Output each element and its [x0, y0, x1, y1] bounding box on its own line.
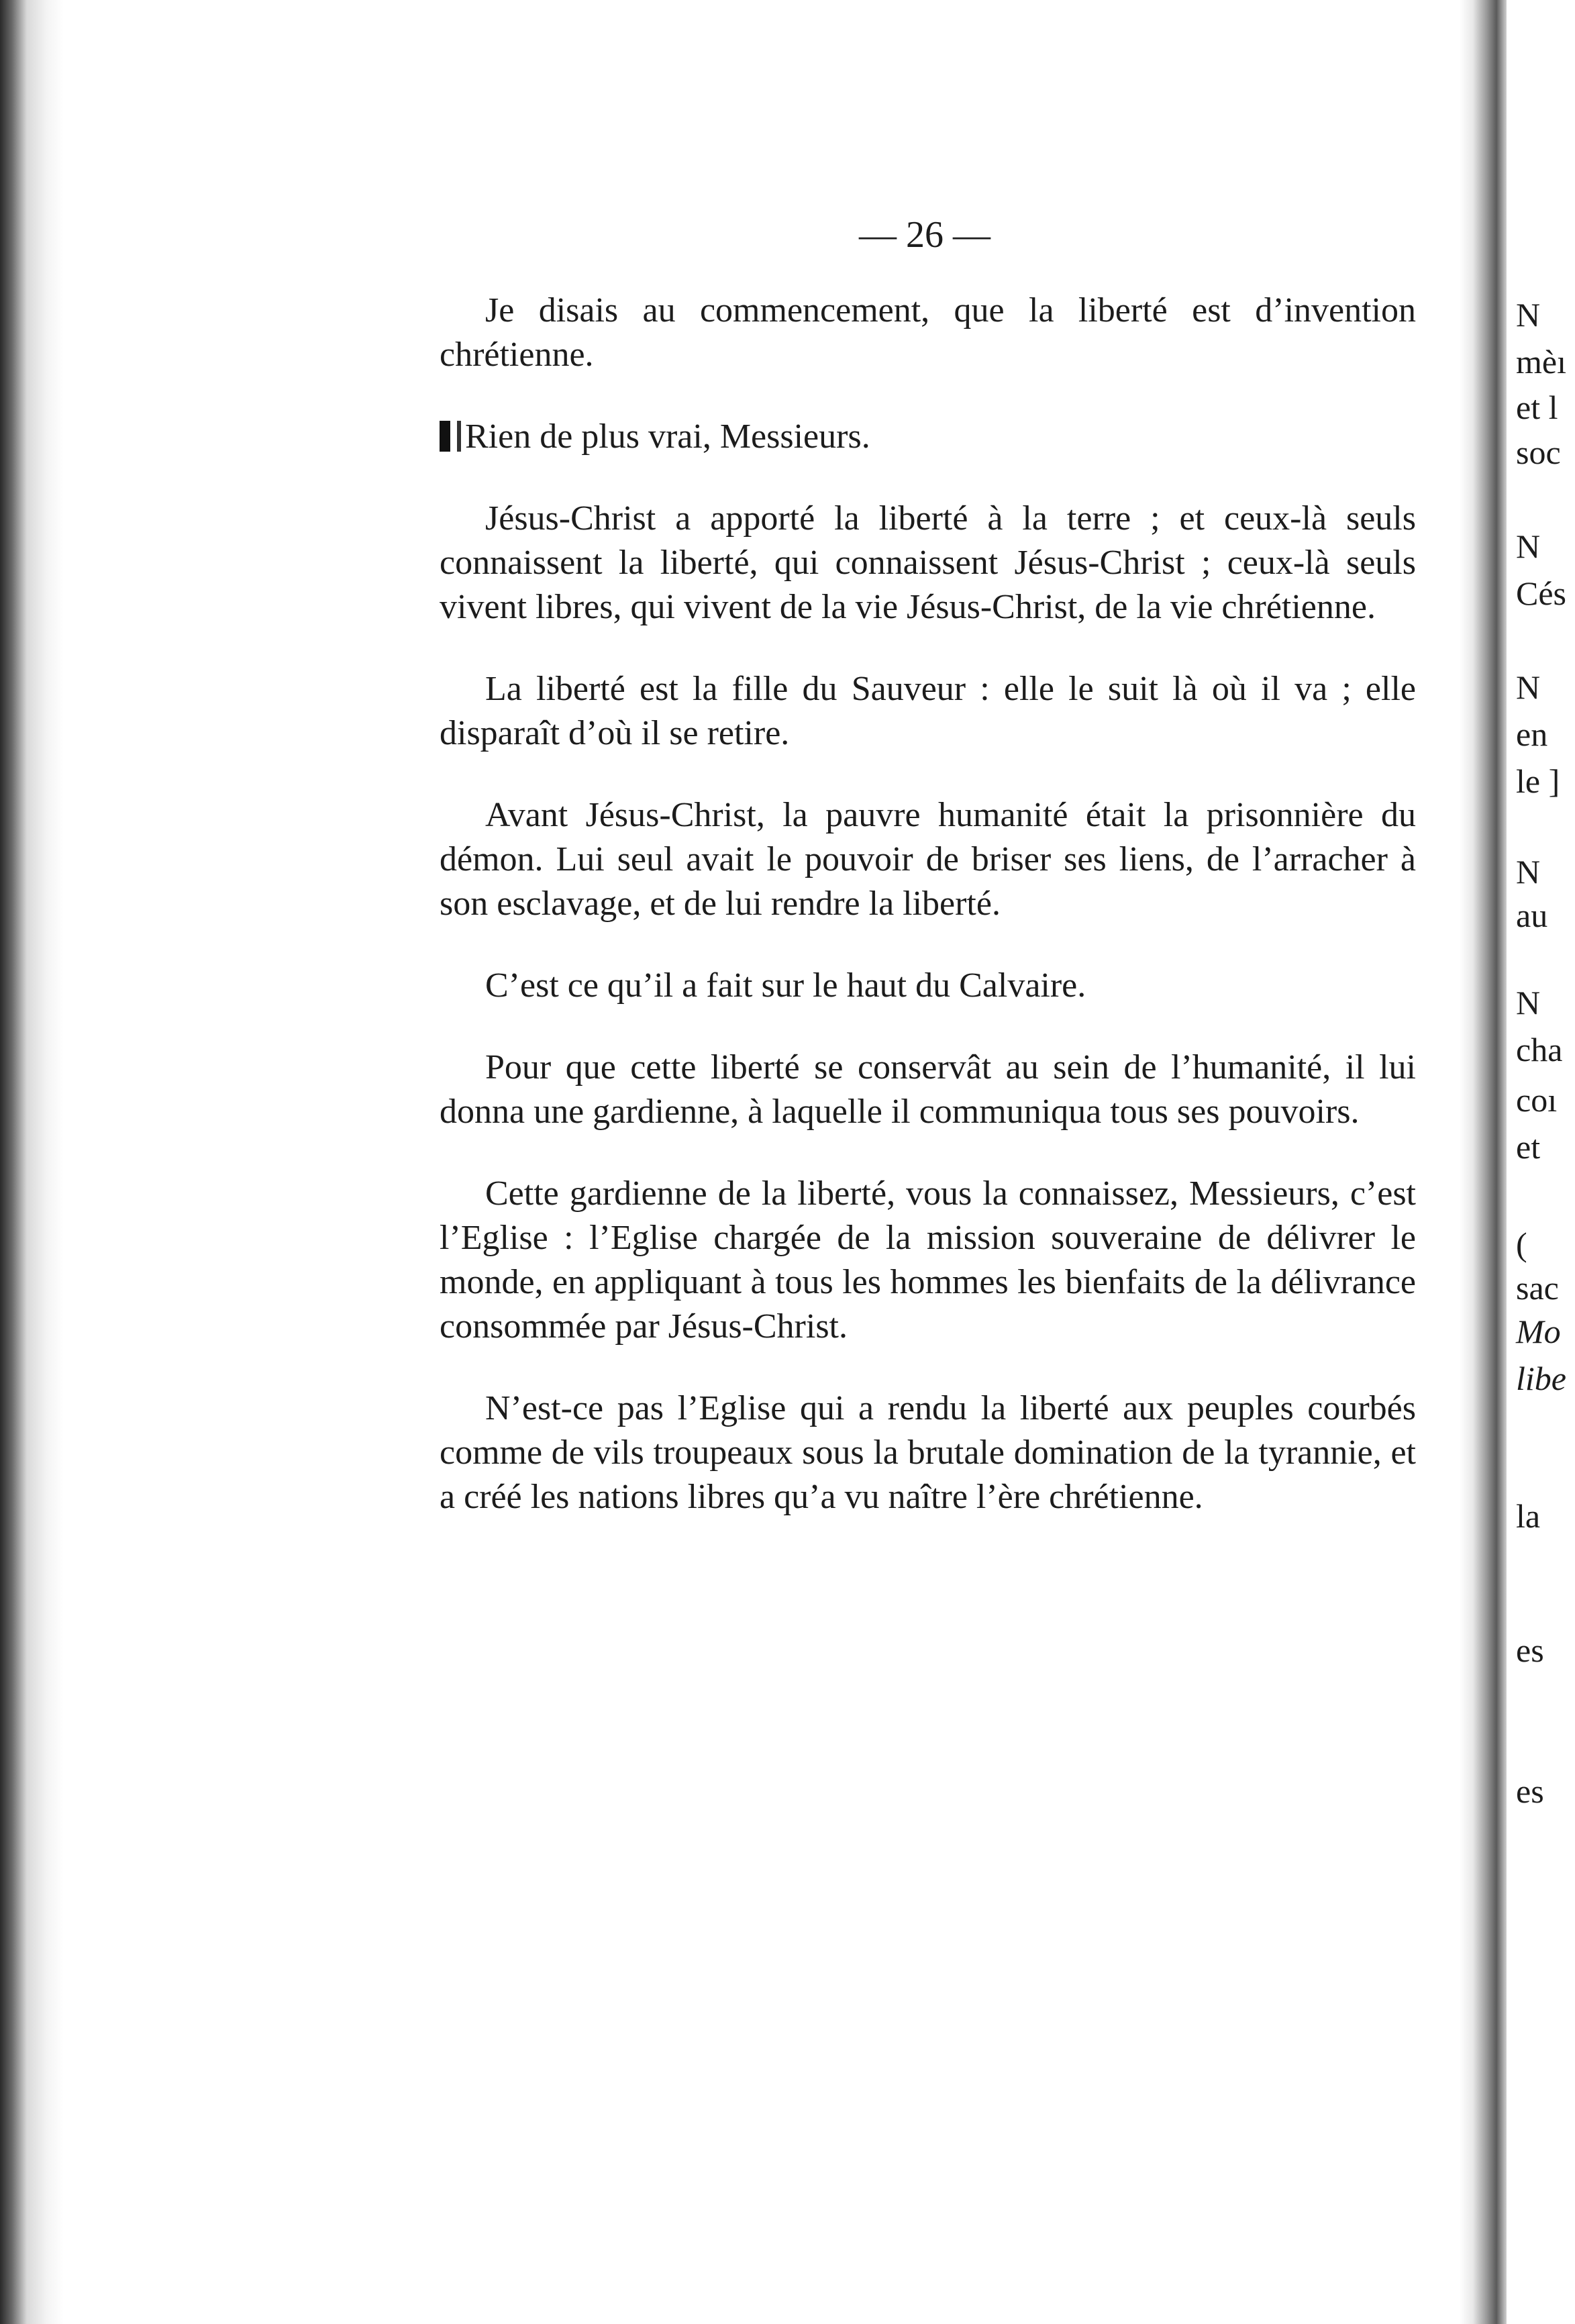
next-page-fragment-text: en — [1516, 715, 1548, 753]
next-page-fragment-text: la — [1516, 1497, 1541, 1535]
paragraph-7: Pour que cette liberté se conservât au sein de l’humanité, il lui donna une gardienne, à laquelle il communiqua tous ses pouvoirs. — [440, 1048, 1416, 1131]
next-page-fragment-text: coı — [1516, 1081, 1558, 1119]
ink-mark-thin — [457, 421, 461, 452]
book-gutter — [1460, 0, 1507, 2324]
next-page-fragment-text: Mo — [1516, 1313, 1561, 1350]
next-page-fragment-text: es — [1516, 1772, 1544, 1810]
next-page-fragment-text: et l — [1516, 389, 1558, 426]
next-page-fragment-text: es — [1516, 1631, 1544, 1669]
paragraph-1: Je disais au commencement, que la liberté est d’invention chrétienne. — [440, 291, 1416, 374]
next-page-fragment-text: cha — [1516, 1031, 1563, 1068]
page-body — [440, 289, 1416, 1557]
paragraph-2-text: Rien de plus vrai, Messieurs. — [465, 417, 870, 456]
next-page-fragment-text: N — [1516, 984, 1541, 1021]
next-page-fragment-text: N — [1516, 296, 1541, 334]
paragraph-2 — [440, 415, 1416, 459]
next-page-fragment-text: N — [1516, 668, 1541, 706]
next-page-fragment-text: mèı — [1516, 343, 1566, 381]
paragraph-6: C’est ce qu’il a fait sur le haut du Calvaire. — [485, 966, 1086, 1005]
next-page-fragment-text: et — [1516, 1128, 1541, 1166]
next-page-fragment-text: au — [1516, 897, 1548, 934]
next-page-fragment-text: soc — [1516, 434, 1561, 471]
paragraph-4: La liberté est la fille du Sauveur : elle le suit là où il va ; elle disparaît d’où il se retire. — [440, 670, 1416, 752]
next-page-fragment-text: N — [1516, 853, 1541, 891]
next-page-fragment-text: N — [1516, 527, 1541, 565]
next-page-fragment-text: sac — [1516, 1269, 1559, 1307]
next-page-fragment-text: libe — [1516, 1360, 1566, 1397]
ink-mark — [440, 421, 450, 452]
next-page-fragment-text: le ] — [1516, 762, 1560, 800]
next-page-fragment — [1507, 0, 1575, 2324]
paragraph-8: Cette gardienne de la liberté, vous la connaissez, Messieurs, c’est l’Eglise : l’Eglise chargée de la mission souveraine de délivrer le monde, en appliquant à tous les hommes les bienfaits de la délivrance consommée par Jésus-Christ. — [440, 1174, 1416, 1346]
paragraph-5: Avant Jésus-Christ, la pauvre humanité était la prisonnière du démon. Lui seul avait le pouvoir de briser ses liens, de l’arracher à son esclavage, et de lui rendre la liberté. — [440, 796, 1416, 923]
next-page-fragment-text: ( — [1516, 1225, 1527, 1263]
page-number: — 26 — — [859, 214, 990, 256]
paragraph-3: Jésus-Christ a apporté la liberté à la terre ; et ceux-là seuls connaissent la liberté, qui connaissent Jésus-Christ ; ceux-là seuls vivent libres, qui vivent de la vie Jésus-Christ, de la vie chrétienne. — [440, 499, 1416, 626]
paragraph-9: N’est-ce pas l’Eglise qui a rendu la liberté aux peuples courbés comme de vils troupeaux sous la brutale domination de la tyrannie, et a créé les nations libres qu’a vu naître l’ère chrétienne. — [440, 1389, 1416, 1516]
next-page-fragment-text: Cés — [1516, 574, 1566, 612]
